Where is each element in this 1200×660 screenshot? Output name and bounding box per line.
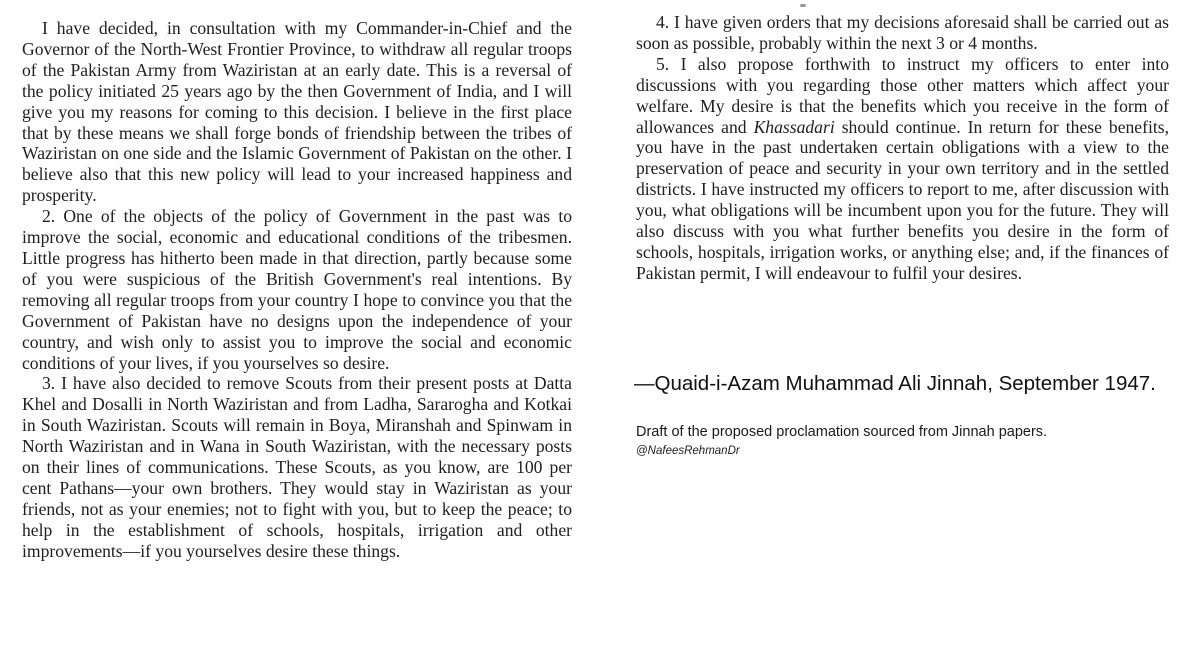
paragraph-5-part-2: should continue. In return for these benefits, you have in the past undertaken certain obligations with a view to the preservation of peace and security in your own territory and in the settled districts. I have instructed my officers to report to me, after discussion with you, what obligations will be incumbent upon you for the future. They will also discuss with you what further benefits you desire in the form of schools, hospitals, irrigation works, or anything else; and, if the finances of Pakistan permit, I will endeavour to fulfil your desires. bbox=[636, 116, 1169, 283]
paragraph-4: 4. I have given orders that my decisions aforesaid shall be carried out as soon as possible, probably within the next 3 or 4 months. bbox=[636, 12, 1169, 53]
scan-artifact bbox=[800, 4, 806, 7]
paragraph-2: 2. One of the objects of the policy of Government in the past was to improve the social, economic and educational conditions of the tribesmen. Little progress has hitherto been made in that direction, partly because some of you were suspicious of the British Government's real intentions. By removing all regular troops from your country I hope to convince you that the Government of Pakistan have no designs upon the independence of your country, and wish only to assist you to improve the social and economic conditions of your lives, if you yourselves so desire. bbox=[22, 206, 572, 373]
paragraph-1: I have decided, in consultation with my Commander-in-Chief and the Governor of the North-West Frontier Province, to withdraw all regular troops of the Pakistan Army from Waziristan at an early date. This is a reversal of the policy initiated 25 years ago by the then Government of India, and I will give you my reasons for coming to this decision. I believe in the first place that by these means we shall forge bonds of friendship between the tribes of Waziristan on one side and the Islamic Government of Pakistan on the other. I believe also that this new policy will lead to your increased happiness and prosperity. bbox=[22, 18, 572, 206]
paragraph-5 bbox=[636, 54, 1169, 284]
right-text-column bbox=[636, 12, 1169, 284]
paragraph-5-part-1: 5. I also propose forthwith to instruct my officers to enter into discussions with you regarding those other matters which affect your welfare. My desire is that the benefits which you receive in the form of allowances and bbox=[636, 53, 1169, 137]
attribution-line: —Quaid-i-Azam Muhammad Ali Jinnah, September 1947. bbox=[634, 372, 1156, 395]
paragraph-3: 3. I have also decided to remove Scouts from their present posts at Datta Khel and Dosalli in North Waziristan and from Ladha, Sararogha and Kotkai in South Waziristan. Scouts will remain in Boya, Miranshah and Spinwam in North Waziristan and in Wana in South Waziristan, with the necessary posts on their lines of communications. These Scouts, as you know, are 100 per cent Pathans—your own brothers. They would stay in Waziristan as your friends, not as your enemies; not to fight with you, but to keep the peace; to help in the establishment of schools, hospitals, irrigation and other improvements—if you yourselves desire these things. bbox=[22, 373, 572, 561]
source-caption: Draft of the proposed proclamation sourced from Jinnah papers. bbox=[636, 424, 1048, 440]
left-text-column bbox=[22, 18, 572, 562]
paragraph-5-italic-term: Khassadari bbox=[753, 116, 835, 137]
author-handle: @NafeesRehmanDr bbox=[636, 445, 740, 457]
